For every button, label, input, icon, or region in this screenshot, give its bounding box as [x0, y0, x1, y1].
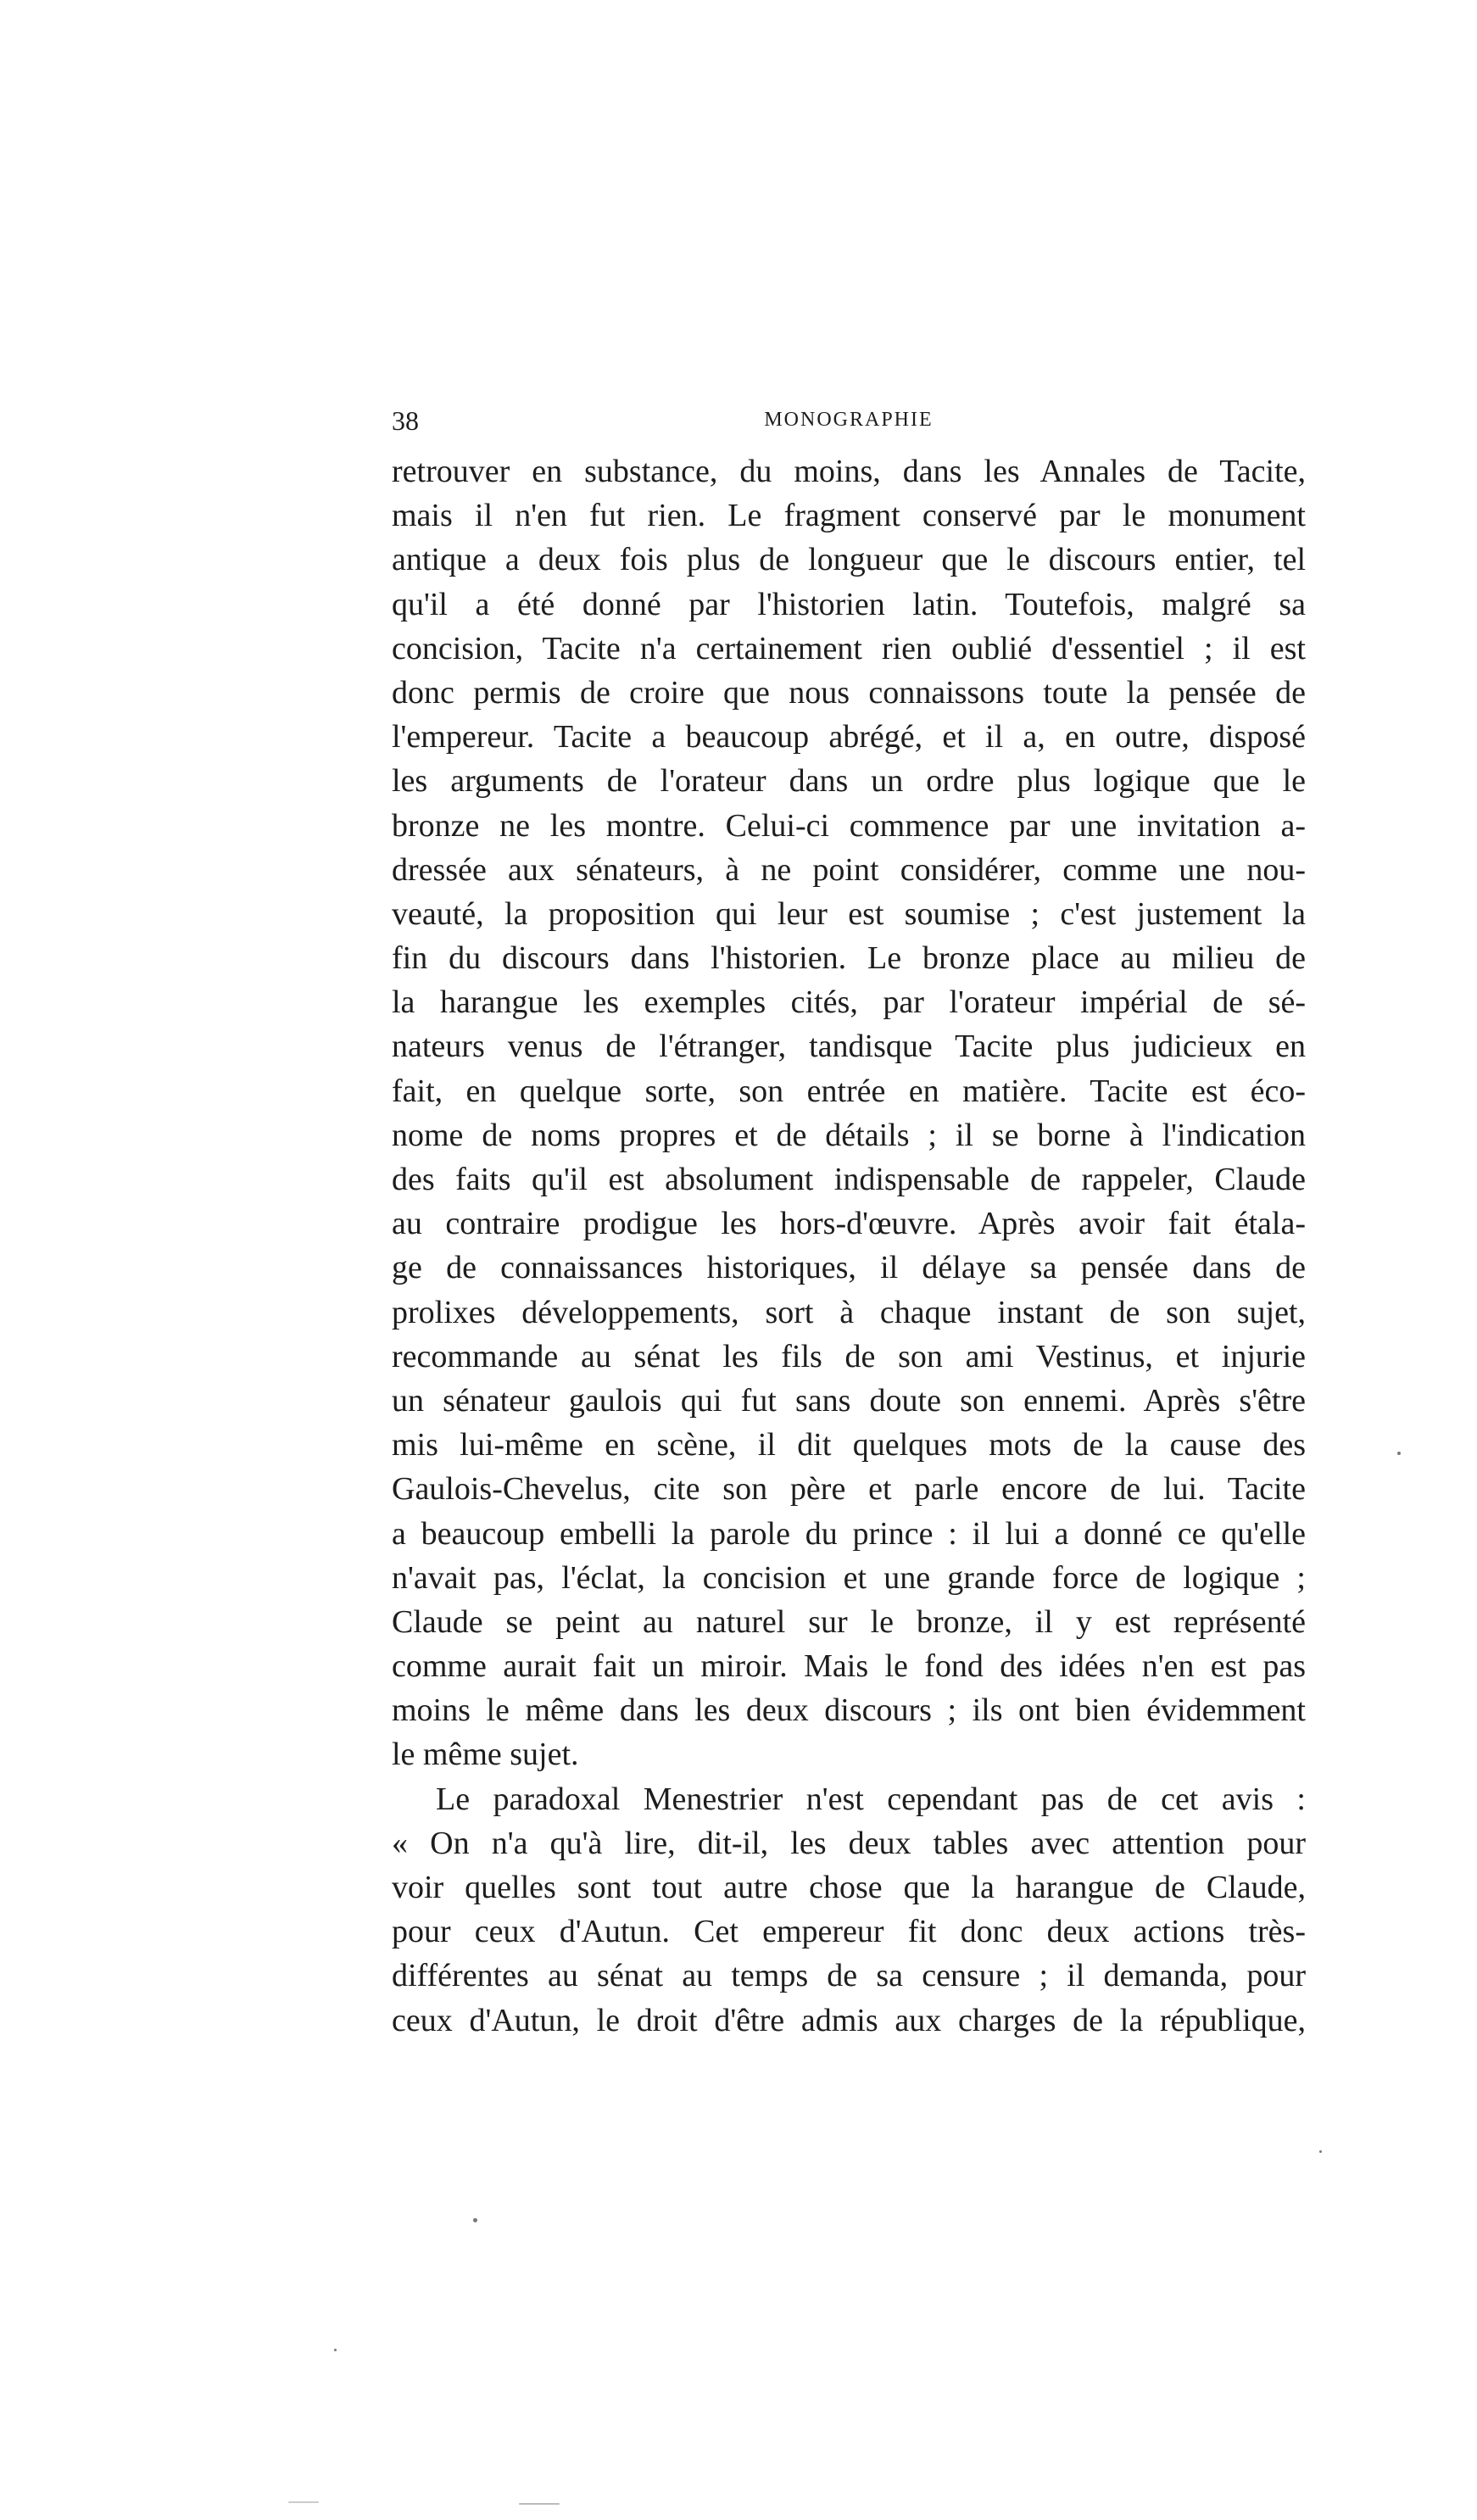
scan-speck [519, 2503, 560, 2505]
text-line: bronze ne les montre. Celui-ci commence par une invitation a- [392, 807, 1306, 844]
text-line: veauté, la proposition qui leur est soumise ; c'est justement la [392, 895, 1306, 932]
text-line: pour ceux d'Autun. Cet empereur fit donc deux actions très- [392, 1914, 1306, 1950]
text-line: la harangue les exemples cités, par l'orateur impérial de sé- [392, 984, 1306, 1021]
text-line: Claude se peint au naturel sur le bronze, il y est représenté [392, 1603, 1306, 1640]
scan-speck [334, 2349, 337, 2351]
text-line: mais il n'en fut rien. Le fragment conservé par le monument [392, 498, 1306, 534]
text-line: ceux d'Autun, le droit d'être admis aux charges de la république, [392, 2002, 1306, 2038]
text-line: concision, Tacite n'a certainement rien oublié d'essentiel ; il est [392, 630, 1306, 666]
text-line: des faits qu'il est absolument indispensable de rappeler, Claude [392, 1162, 1306, 1197]
text-line: n'avait pas, l'éclat, la concision et une grande force de logique ; [392, 1559, 1306, 1596]
text-line: un sénateur gaulois qui fut sans doute son ennemi. Après s'être [392, 1382, 1306, 1419]
text-line: ge de connaissances historiques, il délaye sa pensée dans de [392, 1250, 1306, 1286]
text-line: « On n'a qu'à lire, dit-il, les deux tables avec attention pour [392, 1825, 1306, 1861]
paragraph-1 [392, 449, 1306, 1777]
text-line: donc permis de croire que nous connaissons toute la pensée de [392, 674, 1306, 711]
text-line: voir quelles sont tout autre chose que la harangue de Claude, [392, 1870, 1306, 1905]
text-line: nome de noms propres et de détails ; il se borne à l'indication [392, 1117, 1306, 1153]
text-line: au contraire prodigue les hors-d'œuvre. Après avoir fait étala- [392, 1206, 1306, 1242]
text-line: moins le même dans les deux discours ; ils ont bien évidemment [392, 1692, 1306, 1729]
text-line: prolixes développements, sort à chaque instant de son sujet, [392, 1294, 1306, 1330]
text-line: nateurs venus de l'étranger, tandisque Tacite plus judicieux en [392, 1029, 1306, 1065]
text-line: fin du discours dans l'historien. Le bronze place au milieu de [392, 940, 1306, 977]
page-number: 38 [392, 405, 419, 436]
text-line: comme aurait fait un miroir. Mais le fond des idées n'en est pas [392, 1648, 1306, 1685]
text-line: dressée aux sénateurs, à ne point considérer, comme une nou- [392, 851, 1306, 888]
text-line: le même sujet. [392, 1737, 579, 1773]
scan-speck [1319, 2150, 1322, 2153]
text-line: mis lui-même en scène, il dit quelques mots de la cause des [392, 1427, 1306, 1463]
body-text [392, 449, 1306, 2043]
scan-speck [1397, 1452, 1401, 1455]
page-header [392, 405, 1306, 439]
text-line: fait, en quelque sorte, son entrée en matière. Tacite est éco- [392, 1073, 1306, 1109]
text-line: les arguments de l'orateur dans un ordre plus logique que le [392, 763, 1306, 800]
text-line: Gaulois-Chevelus, cite son père et parle encore de lui. Tacite [392, 1471, 1306, 1508]
text-line: Le paradoxal Menestrier n'est cependant pas de cet avis : [436, 1781, 1306, 1817]
text-line: l'empereur. Tacite a beaucoup abrégé, et il a, en outre, disposé [392, 719, 1306, 755]
text-line: retrouver en substance, du moins, dans les Annales de Tacite, [392, 454, 1306, 489]
scan-speck [473, 2218, 477, 2222]
scan-speck [288, 2501, 319, 2503]
text-line: qu'il a été donné par l'historien latin. Toutefois, malgré sa [392, 586, 1306, 622]
running-title: MONOGRAPHIE [764, 409, 934, 431]
text-line: recommande au sénat les fils de son ami Vestinus, et injurie [392, 1338, 1306, 1374]
text-line: antique a deux fois plus de longueur que le discours entier, tel [392, 542, 1306, 578]
text-line: différentes au sénat au temps de sa censure ; il demanda, pour [392, 1958, 1306, 1994]
text-line: a beaucoup embelli la parole du prince : il lui a donné ce qu'elle [392, 1515, 1306, 1552]
paragraph-2 [392, 1777, 1306, 2043]
